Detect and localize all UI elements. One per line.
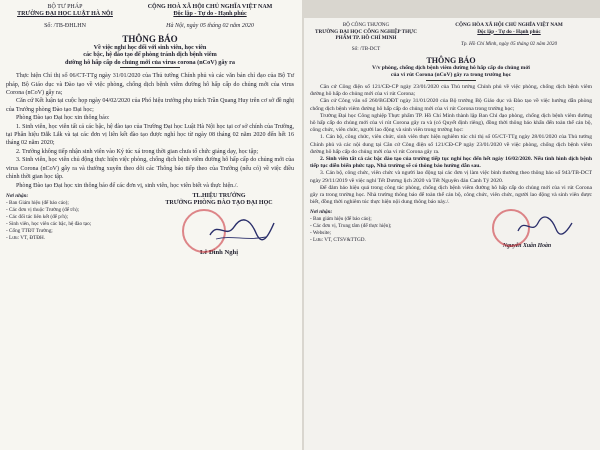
header-right-doc [310,22,592,52]
document-number: Số: /TB-ĐHLHN [44,23,86,29]
country-name: CỘNG HOÀ XÃ HỘI CHỦ NGHĨA VIỆT NAM [147,4,273,10]
sign-title: TRƯỞNG PHÒNG ĐÀO TẠO ĐẠI HỌC [165,199,273,206]
recipient-item: - Sinh viên, học viên các bậc, hệ đào tạo; [6,220,92,227]
recipient-item: - Website; [310,230,331,237]
header-left-doc [6,4,294,30]
recipient-item: - Lưu: VT, ĐTĐH. [6,234,46,241]
recipient-item: - Ban giám hiệu (để báo cáo); [310,216,372,223]
footer-left-doc [6,193,294,256]
country-name: CỘNG HÒA XÃ HỘI CHỦ NGHĨA VIỆT NAM [455,22,563,28]
recipients-block [6,193,136,256]
body-paragraph: Thực hiện Chỉ thị số 06/CT-TTg ngày 31/01/2020 của Thủ tướng Chính phủ và các văn bản chỉ đạo của Bộ Tư pháp, Bộ Giáo dục và Đào tạo về việc phòng, chống dịch bệnh viêm đường hô hấp cấp do chủng mới của virus Corona (nCoV) gây ra; [6,73,294,97]
signature-block [462,209,592,250]
national-block [126,4,294,30]
recipients-block [310,209,440,250]
stamp-area [462,209,592,243]
body-paragraph: 2. Trường không tiếp nhận sinh viên vào Ký túc xá trong thời gian chưa tổ chức giảng dạy, học tập; [16,148,259,155]
document-date: Tp. Hồ Chí Minh, ngày 05 tháng 02 năm 2020 [460,41,558,48]
document-number: Số: /TB-DCT [351,45,381,52]
recipient-item: - Các đơn vị thuộc Trường (để t/h); [6,206,79,213]
title-divider [120,67,180,68]
document-body [310,84,592,206]
body-paragraph: Phòng Đào tạo Đại học xin thông báo: [16,115,110,122]
ministry-name: BỘ TƯ PHÁP [47,4,83,10]
subtitle-line: Về việc nghỉ học đối với sinh viên, học viên [93,44,207,51]
signature-scribble [206,217,276,243]
ministry-name: BỘ CÔNG THƯƠNG [342,22,390,28]
recipient-item: - Lưu: VT, CTSV&TTGD. [310,237,366,244]
body-paragraph: Phòng Đào tạo Đại học xin thông báo để các đơn vị, sinh viên, học viên biết và thực hiện./. [16,182,238,189]
body-paragraph-highlight: 2. Sinh viên tất cả các bậc đào tạo của trường tiếp tục nghỉ học đến hết ngày 16/02/2020. Nếu tình hình dịch bệnh tiếp tục diễn biến phức tạp, Nhà trường sẽ có thông báo hướng dẫn sau. [310,156,592,170]
recipient-item: - Các đối tác liên kết (để p/h); [6,213,69,220]
subtitle-line: V/v phòng, chống dịch bệnh viêm đường hô hấp cấp do chủng mới [372,65,530,72]
recipients-title: Nơi nhận: [310,209,333,216]
footer-right-doc [310,209,592,250]
title-divider [426,80,476,81]
signature-scribble [514,215,574,239]
issuer-block [6,4,124,30]
recipient-item: - Cổng TTĐT Trường; [6,227,53,234]
body-paragraph: Căn cứ Kết luận tại cuộc họp ngày 04/02/2020 của Phó hiệu trưởng phụ trách Trần Quang Huy trên cơ sở đề nghị của Trưởng phòng Đào tạo Đại học; [6,98,294,113]
subtitle-line: đường hô hấp cấp do chủng mới của virus corona (nCoV) gây ra [65,58,235,66]
national-block [426,22,592,52]
body-paragraph: Trường Đại học Công nghiệp Thực phẩm TP. Hồ Chí Minh thành lập Ban Chỉ đạo phòng, chống dịch bệnh viêm đường hô hấp cấp do chủng mới của vi rút Corona gây ra và (có Quyết định riêng), đồng thời thông báo khẩn đến toàn thể cán bộ, công chức, viên chức, người lao động và sinh viên trong trường học: [310,112,592,134]
signature-block [144,193,294,256]
body-paragraph: 1. Sinh viên, học viên tất cả các bậc, hệ đào tạo của Trường Đại học Luật Hà Nội học tại cơ sở chính của Trường, tại Phân hiệu Đắk Lắk và tại các đơn vị liên kết đào tạo được nghỉ học từ ngày 08 tháng 02 năm 2020 đến hết 16 tháng 02 năm 2020; [6,123,294,147]
body-paragraph: 3. Cán bộ, công chức, viên chức và người lao động tại các đơn vị làm việc bình thường theo thông báo số 943/TB-DCT ngày 29/11/2019 về việc nghỉ Tết Dương lịch 2020 và Tết Nguyên đán Canh Tý 2020. [310,170,592,184]
signer-name: Nguyễn Xuân Hoàn [502,243,552,250]
subtitle-line: của vi rút Corona (nCoV) gây ra trong trường học [390,72,512,79]
stamp-area [144,207,294,249]
document-body [6,72,294,190]
recipient-item: - Các đơn vị, Trung tâm (để thực hiện); [310,223,392,230]
school-name: TRƯỜNG ĐẠI HỌC CÔNG NGHIỆP THỰC PHẨM TP. HỒ CHÍ MINH [315,28,417,42]
body-paragraph: Căn cứ Công điện số 121/CĐ-CP ngày 23/01/2020 của Thủ tướng Chính phủ về việc phòng, chống dịch bệnh viêm đường hô hấp do chủng mới của vi rút Corona; [310,83,592,98]
motto: Độc lập - Tự do - Hạnh phúc [477,28,541,35]
document-title: THÔNG BÁO [122,34,178,44]
body-paragraph: Căn cứ Công văn số 260/BGDĐT ngày 31/01/2020 của Bộ trưởng Bộ Giáo dục và Đào tạo về việc hướng dẫn phòng chống dịch bệnh viêm đường hô hấp cấp do chủng mới của vi rút Corona trong trường học; [310,98,592,112]
document-date: Hà Nội, ngày 05 tháng 02 năm 2020 [166,23,254,29]
subtitle-line: các bậc, hệ đào tạo để phòng tránh dịch bệnh viêm [83,51,217,59]
sign-title: TL.HIỆU TRƯỞNG [192,192,246,199]
document-right [304,18,600,450]
school-name: TRƯỜNG ĐẠI HỌC LUẬT HÀ NỘI [17,11,113,17]
recipients-title: Nơi nhận: [6,192,29,199]
body-paragraph: Để đảm bảo hiệu quả trong công tác phòng, chống dịch bệnh viêm đường hô hấp cấp do chủng mới của vi rút Corona gây ra trong trường học. Nhà trường thông báo để toàn thể cán bộ, công chức, viên chức, người lao động và sinh viên được biết, đồng thời nghiêm túc thực hiện nội dung thông báo này./. [310,184,592,206]
motto: Độc lập - Tự do - Hạnh phúc [173,11,247,17]
signer-name: Lê Đình Nghị [199,248,239,256]
document-subtitle [310,65,592,79]
document-subtitle [6,44,294,66]
body-paragraph: 1. Cán bộ, công chức, viên chức, sinh viên thực hiện nghiêm túc chỉ thị số 05/CT-TTg ngày 28/01/2020 của Thủ tướng Chính phủ và các nội dung tại Căn cứ Công điện số 121/CĐ-CP ngày 23/01/2020 về việc phòng, chống dịch bệnh viêm đường hô hấp cấp do chủng mới của vi rút Corona gây ra. [310,134,592,155]
document-title: THÔNG BÁO [426,56,476,66]
issuer-block [310,22,422,52]
body-paragraph: 3. Sinh viên, học viên chủ động thực hiện việc phòng, chống dịch bệnh viêm đường hô hấp cấp do chủng mới của virus Corona (nCoV) gây ra và thường xuyên theo dõi các Thông báo tiếp theo của Trường (nếu có) về việc điều chỉnh thời gian học tập. [6,157,294,181]
recipient-item: - Ban Giám hiệu (để báo cáo); [6,199,69,206]
